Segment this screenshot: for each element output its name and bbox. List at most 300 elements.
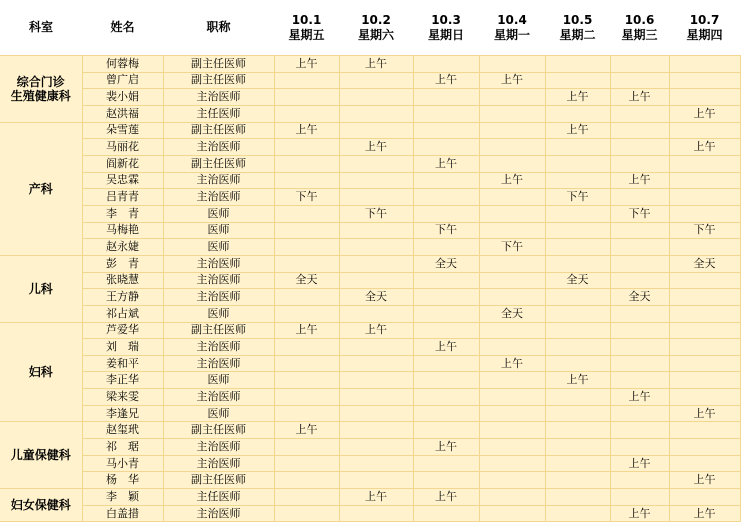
table-row (0, 139, 740, 156)
shift-cell (413, 472, 479, 489)
shift-cell (339, 239, 413, 256)
shift-cell (479, 505, 545, 522)
doctor-title-cell: 副主任医师 (163, 72, 274, 89)
doctor-name-cell: 李 青 (82, 205, 163, 222)
shift-cell (545, 155, 610, 172)
department-cell: 儿科 (0, 255, 82, 322)
shift-cell (274, 72, 339, 89)
header-title: 职称 (163, 0, 274, 56)
doctor-name-cell: 彭 青 (82, 255, 163, 272)
shift-cell (669, 239, 740, 256)
shift-cell: 上午 (610, 505, 669, 522)
shift-cell (339, 405, 413, 422)
shift-cell: 上午 (413, 339, 479, 356)
shift-cell (610, 489, 669, 506)
shift-cell (479, 189, 545, 206)
doctor-title-cell: 医师 (163, 372, 274, 389)
doctor-title-cell: 主治医师 (163, 339, 274, 356)
doctor-name-cell: 祁占斌 (82, 305, 163, 322)
shift-cell (610, 439, 669, 456)
shift-cell (669, 439, 740, 456)
header-day-date: 10.3 (431, 12, 461, 27)
doctor-title-cell: 副主任医师 (163, 122, 274, 139)
doctor-title-cell: 医师 (163, 405, 274, 422)
shift-cell: 下午 (545, 189, 610, 206)
shift-cell (274, 472, 339, 489)
shift-cell (669, 189, 740, 206)
shift-cell (669, 372, 740, 389)
shift-cell (274, 205, 339, 222)
shift-cell (545, 455, 610, 472)
header-day-weekday: 星期四 (686, 27, 723, 42)
department-cell: 妇科 (0, 322, 82, 422)
shift-cell (479, 439, 545, 456)
shift-cell: 上午 (545, 89, 610, 106)
doctor-title-cell: 主治医师 (163, 389, 274, 406)
shift-cell (413, 205, 479, 222)
table-row (0, 355, 740, 372)
shift-cell (274, 239, 339, 256)
shift-cell (413, 105, 479, 122)
shift-cell: 下午 (610, 205, 669, 222)
shift-cell (413, 89, 479, 106)
shift-cell (669, 89, 740, 106)
table-row (0, 439, 740, 456)
header-day-weekday: 星期五 (288, 27, 325, 42)
shift-cell (545, 222, 610, 239)
doctor-title-cell: 主治医师 (163, 455, 274, 472)
doctor-title-cell: 主任医师 (163, 105, 274, 122)
table-row (0, 489, 740, 506)
header-name: 姓名 (82, 0, 163, 56)
table-row (0, 272, 740, 289)
table-row (0, 472, 740, 489)
shift-cell (339, 355, 413, 372)
shift-cell (413, 289, 479, 306)
shift-cell (610, 72, 669, 89)
shift-cell (610, 355, 669, 372)
shift-cell (669, 172, 740, 189)
header-day-weekday: 星期日 (427, 27, 464, 42)
header-day-date: 10.1 (291, 12, 322, 27)
shift-cell (339, 472, 413, 489)
doctor-title-cell: 医师 (163, 205, 274, 222)
shift-cell (479, 422, 545, 439)
department-label-line: 综合门诊 (16, 74, 65, 89)
doctor-title-cell: 主治医师 (163, 272, 274, 289)
doctor-title-cell: 副主任医师 (163, 322, 274, 339)
shift-cell: 上午 (669, 505, 740, 522)
shift-cell (339, 105, 413, 122)
doctor-title-cell: 主任医师 (163, 489, 274, 506)
table-row (0, 255, 740, 272)
header-day (479, 0, 545, 56)
shift-cell: 上午 (413, 439, 479, 456)
shift-cell (339, 222, 413, 239)
doctor-name-cell: 祁 琚 (82, 439, 163, 456)
shift-cell (669, 339, 740, 356)
department-label-line: 生殖健康科 (10, 88, 71, 103)
doctor-name-cell: 裴小娟 (82, 89, 163, 106)
shift-cell (479, 255, 545, 272)
shift-cell (610, 405, 669, 422)
shift-cell: 上午 (545, 372, 610, 389)
shift-cell (339, 255, 413, 272)
shift-cell (669, 272, 740, 289)
shift-cell (339, 72, 413, 89)
header-dept: 科室 (0, 0, 82, 56)
shift-cell (413, 422, 479, 439)
doctor-title-cell: 医师 (163, 305, 274, 322)
shift-cell: 下午 (274, 189, 339, 206)
shift-cell (610, 305, 669, 322)
department-cell: 产科 (0, 122, 82, 255)
header-day-weekday: 星期六 (357, 27, 394, 42)
shift-cell (413, 322, 479, 339)
shift-cell (669, 205, 740, 222)
shift-cell (413, 172, 479, 189)
doctor-name-cell: 王方静 (82, 289, 163, 306)
doctor-title-cell: 主治医师 (163, 439, 274, 456)
shift-cell (339, 422, 413, 439)
table-row (0, 205, 740, 222)
doctor-name-cell: 马梅艳 (82, 222, 163, 239)
shift-cell: 全天 (339, 289, 413, 306)
shift-cell: 上午 (610, 89, 669, 106)
shift-cell: 上午 (669, 105, 740, 122)
header-day (545, 0, 610, 56)
shift-cell (274, 255, 339, 272)
doctor-name-cell: 赵洪福 (82, 105, 163, 122)
shift-cell (669, 56, 740, 73)
doctor-name-cell: 李逢兄 (82, 405, 163, 422)
shift-cell (274, 489, 339, 506)
shift-cell (610, 372, 669, 389)
doctor-title-cell: 主治医师 (163, 139, 274, 156)
shift-cell (545, 305, 610, 322)
table-row (0, 155, 740, 172)
schedule-body (0, 56, 740, 522)
shift-cell (339, 389, 413, 406)
header-day-date: 10.5 (562, 12, 593, 27)
header-day-date: 10.6 (624, 12, 655, 27)
header-row (0, 0, 740, 56)
shift-cell (339, 372, 413, 389)
doctor-title-cell: 副主任医师 (163, 422, 274, 439)
shift-cell: 全天 (545, 272, 610, 289)
doctor-name-cell: 吕青青 (82, 189, 163, 206)
shift-cell: 全天 (274, 272, 339, 289)
shift-cell: 上午 (610, 389, 669, 406)
shift-cell (339, 89, 413, 106)
header-day (339, 0, 413, 56)
shift-cell (413, 272, 479, 289)
shift-cell (274, 389, 339, 406)
shift-cell (545, 239, 610, 256)
shift-cell (610, 222, 669, 239)
shift-cell (545, 72, 610, 89)
shift-cell (545, 472, 610, 489)
doctor-name-cell: 姜和平 (82, 355, 163, 372)
shift-cell (545, 339, 610, 356)
shift-cell (610, 122, 669, 139)
shift-cell: 下午 (479, 239, 545, 256)
shift-cell: 上午 (479, 72, 545, 89)
table-row (0, 222, 740, 239)
shift-cell: 全天 (610, 289, 669, 306)
shift-cell (545, 355, 610, 372)
doctor-title-cell: 副主任医师 (163, 56, 274, 73)
shift-cell (610, 139, 669, 156)
shift-cell: 上午 (274, 122, 339, 139)
doctor-name-cell: 吴忠霖 (82, 172, 163, 189)
shift-cell (545, 172, 610, 189)
shift-cell: 全天 (479, 305, 545, 322)
header-day-weekday: 星期一 (493, 27, 530, 42)
table-row (0, 289, 740, 306)
shift-cell (413, 355, 479, 372)
shift-cell (479, 105, 545, 122)
shift-cell (413, 372, 479, 389)
shift-cell (274, 155, 339, 172)
shift-cell (274, 305, 339, 322)
shift-cell (479, 222, 545, 239)
shift-cell (669, 289, 740, 306)
shift-cell (413, 505, 479, 522)
shift-cell (610, 339, 669, 356)
shift-cell (339, 189, 413, 206)
doctor-name-cell: 李 颖 (82, 489, 163, 506)
shift-cell (479, 89, 545, 106)
shift-cell (339, 172, 413, 189)
shift-cell: 下午 (339, 205, 413, 222)
table-row (0, 105, 740, 122)
shift-cell (545, 56, 610, 73)
shift-cell (413, 239, 479, 256)
shift-cell (545, 505, 610, 522)
shift-cell (479, 56, 545, 73)
header-day (413, 0, 479, 56)
doctor-title-cell: 医师 (163, 222, 274, 239)
shift-cell (479, 455, 545, 472)
shift-cell: 上午 (545, 122, 610, 139)
shift-cell (274, 505, 339, 522)
shift-cell (413, 122, 479, 139)
shift-cell (545, 205, 610, 222)
shift-cell (479, 272, 545, 289)
shift-cell: 上午 (669, 139, 740, 156)
shift-cell (274, 405, 339, 422)
shift-cell (479, 489, 545, 506)
shift-cell (610, 189, 669, 206)
doctor-name-cell: 梁来雯 (82, 389, 163, 406)
shift-cell (413, 389, 479, 406)
shift-cell (610, 422, 669, 439)
shift-cell (479, 322, 545, 339)
doctor-title-cell: 副主任医师 (163, 472, 274, 489)
shift-cell (669, 422, 740, 439)
table-row (0, 455, 740, 472)
doctor-title-cell: 主治医师 (163, 505, 274, 522)
shift-cell (274, 139, 339, 156)
department-cell (0, 56, 82, 123)
shift-cell (413, 189, 479, 206)
shift-cell (274, 455, 339, 472)
shift-cell (413, 405, 479, 422)
header-day (610, 0, 669, 56)
shift-cell (339, 272, 413, 289)
department-cell: 妇女保健科 (0, 489, 82, 522)
shift-cell (669, 72, 740, 89)
shift-cell: 上午 (339, 56, 413, 73)
shift-cell (413, 455, 479, 472)
doctor-name-cell: 马小青 (82, 455, 163, 472)
shift-cell: 上午 (274, 56, 339, 73)
shift-cell (413, 139, 479, 156)
doctor-name-cell: 朵雪莲 (82, 122, 163, 139)
shift-cell (274, 339, 339, 356)
shift-cell (669, 355, 740, 372)
header-day (669, 0, 740, 56)
table-row (0, 172, 740, 189)
shift-cell (545, 389, 610, 406)
shift-cell (274, 439, 339, 456)
shift-cell (669, 489, 740, 506)
doctor-title-cell: 医师 (163, 239, 274, 256)
doctor-name-cell: 张晓慧 (82, 272, 163, 289)
shift-cell (610, 155, 669, 172)
shift-cell (479, 339, 545, 356)
doctor-name-cell: 杨 华 (82, 472, 163, 489)
doctor-name-cell: 白盖措 (82, 505, 163, 522)
shift-cell (479, 472, 545, 489)
doctor-title-cell: 主治医师 (163, 255, 274, 272)
shift-cell (545, 289, 610, 306)
shift-cell: 上午 (274, 322, 339, 339)
shift-cell (669, 305, 740, 322)
doctor-name-cell: 赵永婕 (82, 239, 163, 256)
shift-cell (413, 56, 479, 73)
shift-cell: 上午 (669, 472, 740, 489)
doctor-title-cell: 副主任医师 (163, 155, 274, 172)
shift-cell (274, 372, 339, 389)
header-day-date: 10.7 (689, 12, 720, 27)
table-row (0, 372, 740, 389)
shift-cell: 下午 (413, 222, 479, 239)
shift-cell: 下午 (669, 222, 740, 239)
shift-cell (545, 139, 610, 156)
doctor-name-cell: 阎新花 (82, 155, 163, 172)
shift-cell (545, 105, 610, 122)
shift-cell (274, 89, 339, 106)
doctor-name-cell: 何蓉梅 (82, 56, 163, 73)
shift-cell (274, 172, 339, 189)
shift-cell (545, 422, 610, 439)
table-row (0, 339, 740, 356)
doctor-title-cell: 主治医师 (163, 89, 274, 106)
shift-cell (479, 155, 545, 172)
doctor-name-cell: 李正华 (82, 372, 163, 389)
table-row (0, 505, 740, 522)
shift-cell (479, 389, 545, 406)
shift-cell (479, 205, 545, 222)
shift-cell (545, 489, 610, 506)
doctor-name-cell: 赵玺玳 (82, 422, 163, 439)
shift-cell (669, 455, 740, 472)
table-row (0, 305, 740, 322)
shift-cell (610, 239, 669, 256)
shift-cell (339, 455, 413, 472)
shift-cell (545, 255, 610, 272)
shift-cell (479, 405, 545, 422)
table-row (0, 422, 740, 439)
header-day-weekday: 星期三 (621, 27, 658, 42)
shift-cell (545, 405, 610, 422)
shift-cell (610, 472, 669, 489)
shift-cell (339, 339, 413, 356)
doctor-title-cell: 主治医师 (163, 355, 274, 372)
table-row (0, 122, 740, 139)
shift-cell: 上午 (339, 322, 413, 339)
shift-cell (669, 389, 740, 406)
shift-cell (669, 155, 740, 172)
shift-cell (669, 322, 740, 339)
shift-cell: 全天 (413, 255, 479, 272)
shift-cell (339, 439, 413, 456)
shift-cell (479, 372, 545, 389)
shift-cell (274, 289, 339, 306)
shift-cell: 上午 (413, 489, 479, 506)
doctor-name-cell: 刘 瑞 (82, 339, 163, 356)
doctor-title-cell: 主治医师 (163, 189, 274, 206)
table-row (0, 389, 740, 406)
shift-cell: 上午 (479, 355, 545, 372)
shift-cell (545, 439, 610, 456)
shift-cell (479, 139, 545, 156)
shift-cell (339, 505, 413, 522)
shift-cell (545, 322, 610, 339)
shift-cell (610, 56, 669, 73)
shift-cell (610, 255, 669, 272)
shift-cell (339, 305, 413, 322)
shift-cell: 上午 (274, 422, 339, 439)
table-row (0, 89, 740, 106)
doctor-name-cell: 芦爱华 (82, 322, 163, 339)
shift-cell (610, 105, 669, 122)
shift-cell: 上午 (339, 139, 413, 156)
shift-cell (479, 289, 545, 306)
doctor-name-cell: 马丽花 (82, 139, 163, 156)
shift-cell (274, 355, 339, 372)
doctor-name-cell: 曾广启 (82, 72, 163, 89)
shift-cell: 上午 (610, 172, 669, 189)
header-day-weekday: 星期二 (559, 27, 596, 42)
table-row (0, 72, 740, 89)
department-cell: 儿童保健科 (0, 422, 82, 489)
shift-cell: 上午 (669, 405, 740, 422)
shift-cell: 上午 (610, 455, 669, 472)
shift-cell (274, 105, 339, 122)
shift-cell (339, 122, 413, 139)
header-day (274, 0, 339, 56)
shift-cell: 上午 (413, 72, 479, 89)
table-row (0, 189, 740, 206)
shift-cell (274, 222, 339, 239)
shift-cell: 上午 (339, 489, 413, 506)
shift-cell: 上午 (413, 155, 479, 172)
shift-cell (413, 305, 479, 322)
shift-cell (339, 155, 413, 172)
